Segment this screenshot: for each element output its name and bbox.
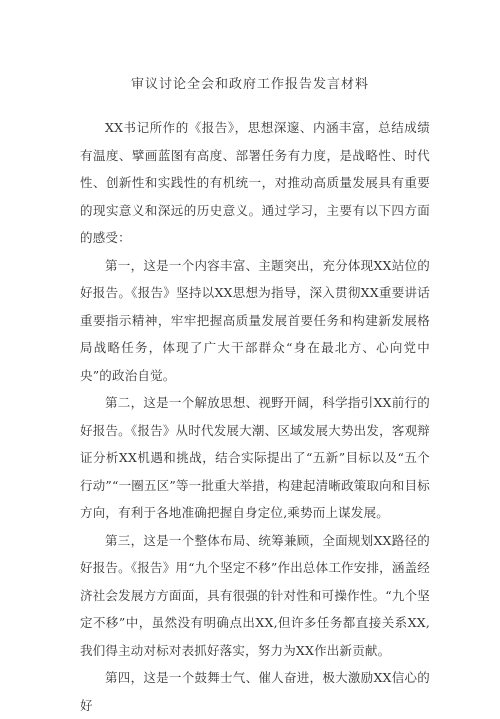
document-body <box>80 114 430 719</box>
paragraph-first-point: 第一，这是一个内容丰富、主题突出，充分体现XX站位的好报告。《报告》坚持以XX思想为指导，深入贯彻XX重要讲话重要指示精神，牢牢把握高质量发展首要任务和构建新发展格局战略任务，体现了广大干部群众“身在最北方、心向党中央”的政治自觉。 <box>80 257 430 383</box>
paragraph-third-point: 第三，这是一个整体布局、统筹兼顾，全面规划XX路径的好报告。《报告》用“九个坚定不移”作出总体工作安排，涵盖经济社会发展方方面面，具有很强的针对性和可操作性。“九个坚定不移”中，虽然没有明确点出XX,但许多任务都直接关系XX,我们得主动对标对表抓好落实，努力为XX作出新贡献。 <box>80 532 430 658</box>
paragraph-intro: XX书记所作的《报告》，思想深邃、内涵丰富，总结成绩有温度、擘画蓝图有高度、部署任务有力度，是战略性、时代性、创新性和实践性的有机统一，对推动高质量发展具有重要的现实意义和深远的历史意义。通过学习，主要有以下四方面的感受： <box>80 120 430 245</box>
document-title: 审议讨论全会和政府工作报告发言材料 <box>130 77 369 92</box>
paragraph-second-point: 第二，这是一个解放思想、视野开阔，科学指引XX前行的好报告。《报告》从时代发展大潮、区域发展大势出发，客观辩证分析XX机遇和挑战，结合实际提出了“五新”目标以及“五个行动”“一圈五区”等一批重大举措，构建起清晰政策取向和目标方向，有利于各地准确把握自身定位,乘势而上谋发展。 <box>80 395 430 520</box>
paragraph-fourth-point: 第四，这是一个鼓舞士气、催人奋进，极大激励XX信心的好 <box>80 670 430 713</box>
